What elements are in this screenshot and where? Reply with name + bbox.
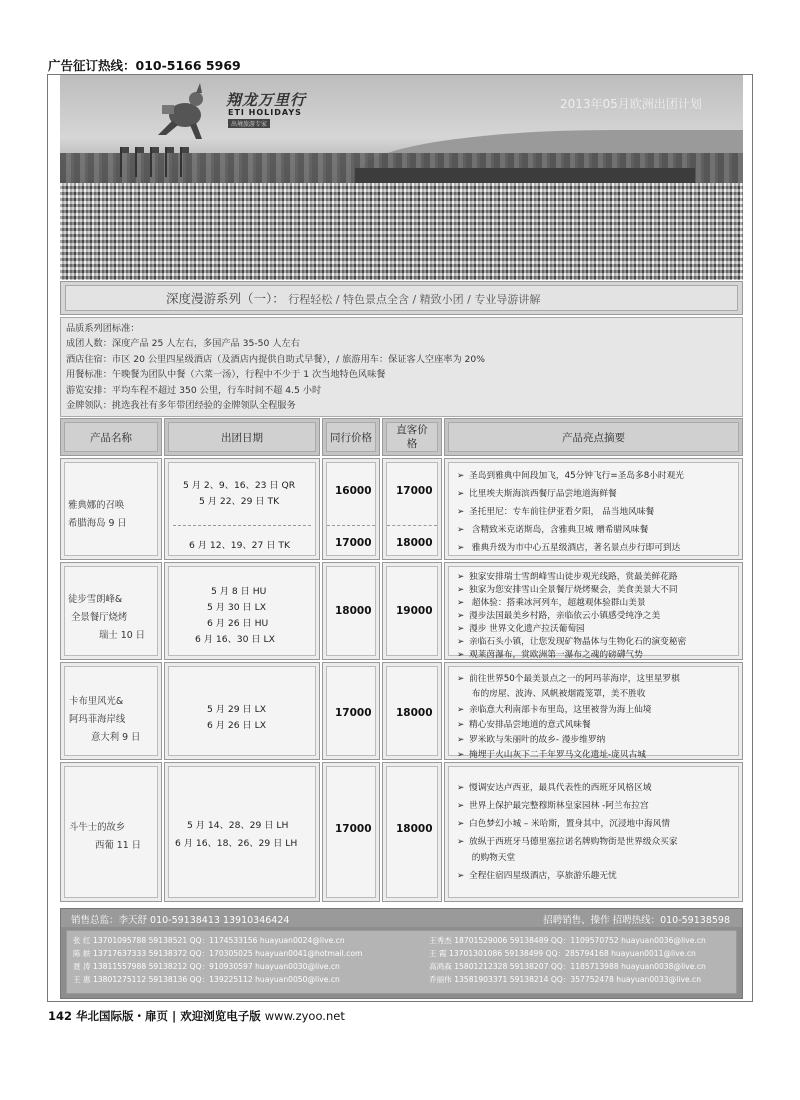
- dates-cell: [164, 458, 320, 560]
- quality-standards: [60, 317, 743, 417]
- highlight-item: ➢ 亲临意大利南部卡布里岛，这里被誉为海上仙境: [457, 705, 652, 715]
- contact-entry: 高鸿森 15801212328 59138207 QQ：1185713988 huayuan0038@live.cn: [429, 962, 706, 971]
- highlights-cell: [444, 762, 743, 902]
- highlight-item: ➢ 雅典升级为市中心五星级酒店，著名景点步行即可到达: [457, 543, 681, 553]
- product-name: 卡布里风光&: [69, 696, 124, 707]
- trade-price-cell: [322, 562, 380, 660]
- departure-date: 5 月 2、9、16、23 日 QR: [183, 480, 296, 491]
- trade-price: 17000: [335, 823, 372, 835]
- sales-director: 销售总监：李天舒 010-59138413 13910346424: [71, 915, 290, 926]
- departure-date: 5 月 30 日 LX: [207, 602, 267, 613]
- product-duration: 意大利 9 日: [91, 732, 141, 743]
- departure-date: 5 月 14、28、29 日 LH: [187, 820, 289, 831]
- page-frame: [47, 74, 753, 1002]
- header-dates: 出团日期: [164, 418, 320, 456]
- highlight-item: 的购物天堂: [469, 853, 516, 863]
- standard-line: 金牌领队：挑选我社有多年带团经验的金牌领队全程服务: [66, 400, 296, 412]
- highlight-item: ➢ 超体验：搭乘冰河列车，超越观体验群山美景: [457, 598, 646, 608]
- trade-price: 17000: [335, 707, 372, 719]
- product-name: 阿玛菲海岸线: [69, 714, 126, 725]
- ad-hotline: 广告征订热线：010-5166 5969: [48, 58, 241, 73]
- highlight-item: ➢ 前往世界50个最美景点之一的阿玛菲海岸，这里星罗棋: [457, 674, 680, 684]
- logo-tagline: 出境旅游专家: [228, 119, 270, 128]
- footer-website[interactable]: www.zyoo.net: [264, 1009, 345, 1023]
- highlight-item: ➢ 精心安排品尝地道的意式风味餐: [457, 720, 591, 730]
- departure-date: 6 月 26 日 LX: [207, 720, 267, 731]
- header-trade-price: 同行价格: [322, 418, 380, 456]
- banner-photo: [60, 75, 743, 280]
- trade-price: 17000: [335, 537, 372, 549]
- contact-entry: 张 红 13701095788 59138521 QQ：1174533156 huayuan0024@live.cn: [73, 936, 345, 945]
- highlight-item: ➢ 漫步法国最美乡村路，亲临依云小镇感受纯净之美: [457, 611, 661, 621]
- trade-price: 18000: [335, 605, 372, 617]
- trade-price: 16000: [335, 485, 372, 497]
- table-row: [60, 458, 162, 560]
- series-features: 行程轻松 / 特色景点全含 / 精致小团 / 专业导游讲解: [288, 293, 541, 306]
- logo-english: ETI HOLIDAYS: [228, 108, 302, 117]
- standard-line: 酒店住宿：市区 20 公里四星级酒店（及酒店内提供自助式早餐），/ 旅游用车：保证客人空座率为 20%: [66, 353, 485, 365]
- standard-line: 品质系列团标准：: [66, 323, 140, 334]
- trade-price-cell: [322, 762, 380, 902]
- direct-price: 17000: [396, 485, 433, 497]
- direct-price: 18000: [396, 707, 433, 719]
- footer-text: 华北国际版・扉页 | 欢迎浏览电子版: [76, 1009, 261, 1023]
- highlight-item: ➢ 放纵于西班牙马德里塞拉诺名牌购物街是世界级众买家: [457, 837, 678, 847]
- highlight-item: ➢ 观莱茵瀑布，赏欧洲第一瀑布之魂的磅礴气势: [457, 650, 643, 660]
- highlight-item: ➢ 白色梦幻小城 – 米哈斯，置身其中，沉浸地中海风情: [457, 819, 670, 829]
- departure-date: 5 月 8 日 HU: [211, 586, 267, 597]
- departure-date: 6 月 16、30 日 LX: [195, 634, 275, 645]
- direct-price-cell: [382, 562, 442, 660]
- highlight-item: ➢ 独家安排瑞士雪朗峰雪山徒步观光线路，赏最美鲜花路: [457, 572, 678, 582]
- product-name: 雅典娜的召唤: [68, 500, 125, 511]
- direct-price-cell: [382, 662, 442, 760]
- highlight-item: ➢ 含精致米克诺斯岛，含雅典卫城 赠希腊风味餐: [457, 525, 649, 535]
- page-number: 142: [48, 1009, 73, 1023]
- kangaroo-logo-icon: [152, 81, 218, 141]
- table-row: [60, 562, 162, 660]
- dates-cell: [164, 562, 320, 660]
- trade-price-cell: [322, 458, 380, 560]
- product-duration: 西葡 11 日: [95, 840, 142, 851]
- contact-entry: 王 惠 13801275112 59138136 QQ：139225112 huayuan0050@live.cn: [73, 975, 340, 984]
- highlights-cell: [444, 458, 743, 560]
- highlights-cell: [444, 662, 743, 760]
- highlight-item: ➢ 亲临石头小镇，让您发现矿物晶体与生物化石的演变秘密: [457, 637, 687, 647]
- product-duration: 瑞士 10 日: [99, 630, 146, 641]
- contact-entry: 王 霞 13701301086 59138499 QQ：285794168 huayuan0011@live.cn: [429, 949, 696, 958]
- contact-entry: 陈 轶 13717637333 59138372 QQ：170305025 huayuan0041@hotmail.com: [73, 949, 363, 958]
- standard-line: 用餐标准：午晚餐为团队中餐（六菜一汤），行程中不少于 1 次当地特色风味餐: [66, 369, 386, 381]
- header-product-name: 产品名称: [60, 418, 162, 456]
- highlight-item: ➢ 罗米欧与朱丽叶的故乡- 漫步维罗纳: [457, 735, 606, 745]
- plan-title: 2013年05月欧洲出团计划: [560, 97, 702, 111]
- page-footer: [48, 1008, 345, 1024]
- highlight-item: ➢ 独家为您安排雪山全景餐厅烧烤聚会，美食美景大不同: [457, 585, 678, 595]
- highlight-item: ➢ 漫步 世界文化遗产拉沃葡萄园: [457, 624, 585, 634]
- contact-panel: [60, 908, 743, 999]
- header-direct-price: 直客价格: [382, 418, 442, 456]
- standard-line: 游览安排：平均车程不超过 350 公里，行车时间不超 4.5 小时: [66, 384, 322, 396]
- product-name: 徒步雪朗峰&: [68, 594, 123, 605]
- highlight-item: ➢ 掩埋于火山灰下二千年罗马文化遗址-庞贝古城: [457, 750, 646, 760]
- highlight-item: ➢ 比里埃夫斯海滨西餐厅品尝地道海鲜餐: [457, 489, 617, 499]
- highlights-cell: [444, 562, 743, 660]
- direct-price-cell: [382, 762, 442, 902]
- trade-price-cell: [322, 662, 380, 760]
- header-highlights: 产品亮点摘要: [444, 418, 743, 456]
- dates-cell: [164, 662, 320, 760]
- contact-entry: 王秀杰 18701529006 59138489 QQ：1109570752 huayuan0036@live.cn: [429, 936, 706, 945]
- highlight-item: ➢ 世界上保护最完整穆斯林皇家园林 -阿兰布拉宫: [457, 801, 649, 811]
- highlight-item: ➢ 圣托里尼：专车前往伊亚看夕阳， 品当地风味餐: [457, 507, 655, 517]
- direct-price-cell: [382, 458, 442, 560]
- departure-date: 6 月 26 日 HU: [207, 618, 269, 629]
- departure-date: 6 月 12、19、27 日 TK: [189, 540, 290, 551]
- direct-price: 18000: [396, 537, 433, 549]
- table-row: [60, 762, 162, 902]
- direct-price: 18000: [396, 823, 433, 835]
- series-header: [60, 281, 743, 315]
- departure-date: 5 月 22、29 日 TK: [199, 496, 280, 507]
- highlight-item: ➢ 全程住宿四星级酒店，享旅游乐趣无忧: [457, 871, 617, 881]
- product-name: 全景餐厅烧烤: [71, 612, 128, 623]
- direct-price: 19000: [396, 605, 433, 617]
- departure-date: 6 月 16、18、26、29 日 LH: [175, 838, 298, 849]
- highlight-item: ➢ 圣岛到雅典中间段加飞，45分钟飞行=圣岛多8小时观光: [457, 471, 684, 481]
- contact-entry: 聂 涛 13811557988 59138212 QQ：910930597 huayuan0030@live.cn: [73, 962, 340, 971]
- recruit-hotline: 招聘销售、操作 招聘热线：010-59138598: [543, 915, 730, 926]
- contact-entry: 乔丽伟 13581903371 59138214 QQ：357752478 huayuan0033@live.cn: [429, 975, 702, 984]
- standard-line: 成团人数：深度产品 25 人左右，多国产品 35-50 人左右: [66, 338, 300, 350]
- departure-date: 5 月 29 日 LX: [207, 704, 267, 715]
- highlight-item: 布的房屋、波涛、风帆被烟霞笼罩，美不胜收: [469, 689, 646, 699]
- highlight-item: ➢ 慢调安达卢西亚，最具代表性的西班牙风格区域: [457, 783, 652, 793]
- table-row: [60, 662, 162, 760]
- logo-chinese: 翔龙万里行: [226, 91, 307, 109]
- product-duration: 希腊海岛 9 日: [68, 518, 127, 529]
- series-name: 深度漫游系列（一）：: [166, 291, 285, 306]
- dates-cell: [164, 762, 320, 902]
- product-name: 斗牛士的故乡: [69, 822, 126, 833]
